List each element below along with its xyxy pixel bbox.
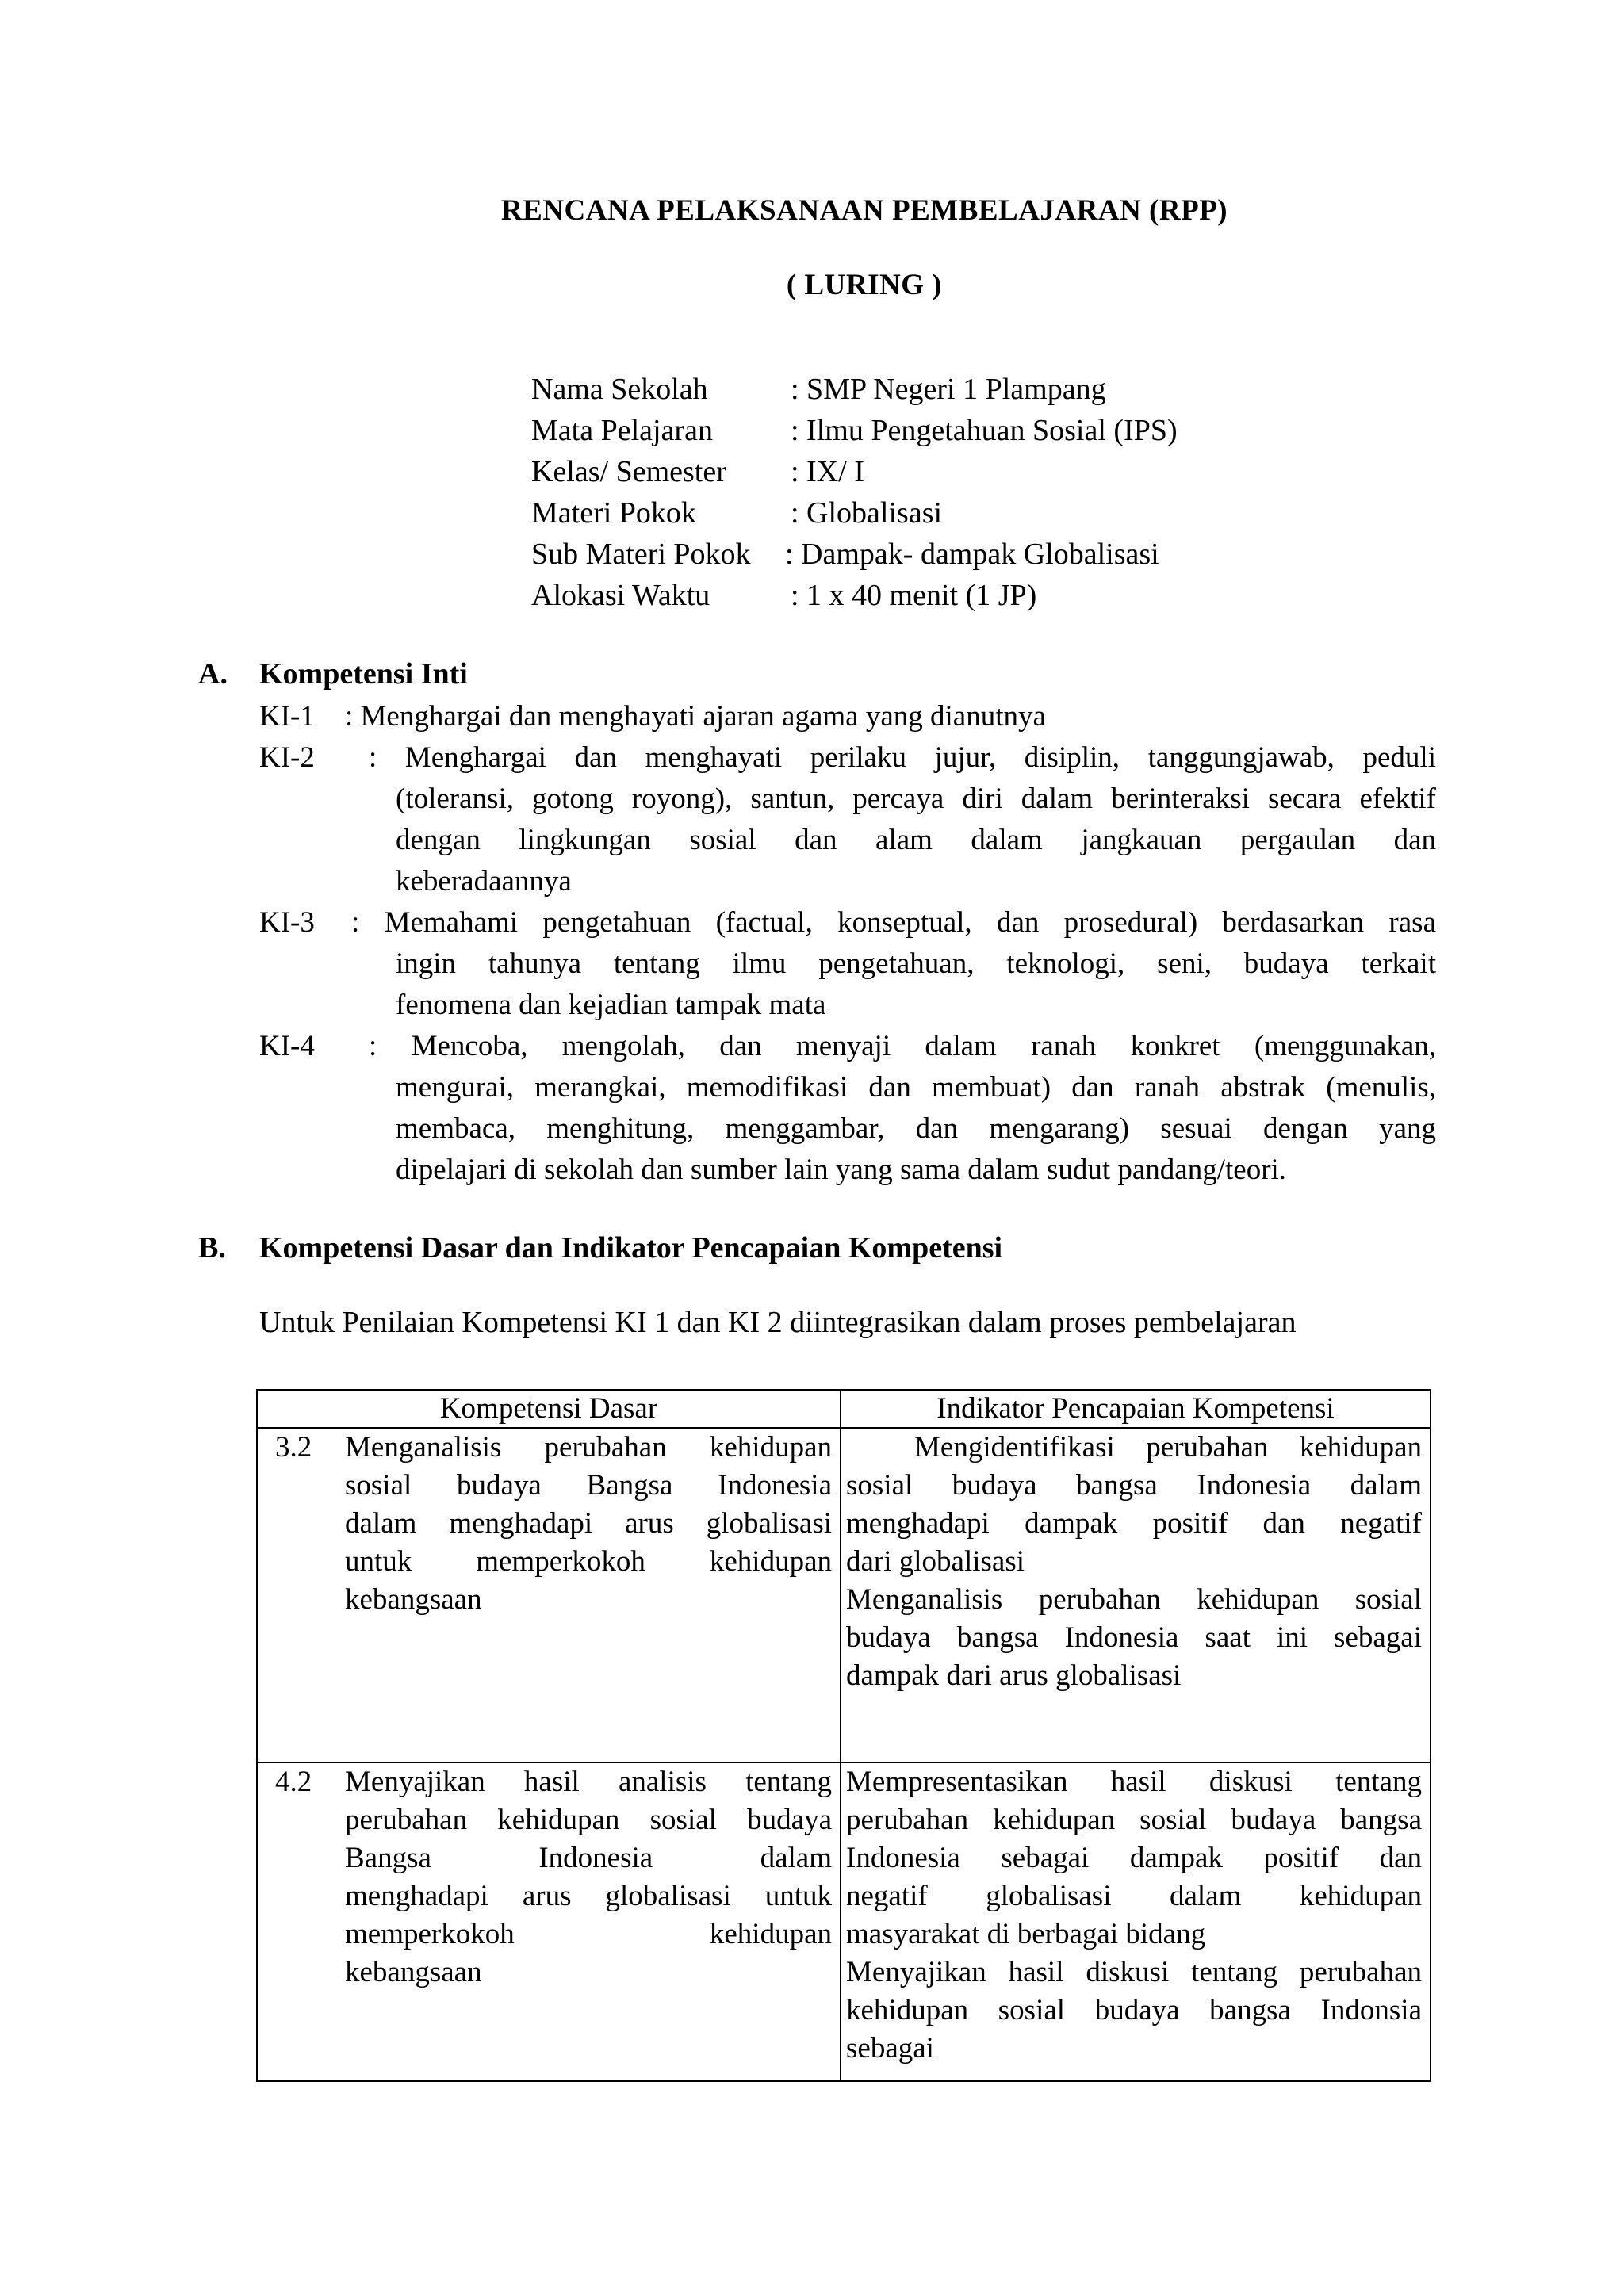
kd-line: perubahan kehidupan sosial budaya (345, 1804, 832, 1836)
identity-label: Kelas/ Semester (531, 455, 726, 488)
identity-row (531, 492, 1178, 534)
ipk-line: budaya bangsa Indonesia saat ini sebagai (846, 1621, 1422, 1654)
table-header: Indikator Pencapaian Kompetensi (841, 1390, 1431, 1428)
identity-value: : Ilmu Pengetahuan Sosial (IPS) (791, 414, 1178, 447)
ki-text: dengan lingkungan sosial dan alam dalam jangkauan pergaulan dan (396, 824, 1436, 856)
ki-code: KI-3 (259, 906, 315, 939)
ki-4 (259, 1026, 1436, 1191)
document-title: RENCANA PELAKSANAAN PEMBELAJARAN (RPP) (500, 194, 1228, 227)
ki-text: (toleransi, gotong royong), santun, percaya diri dalam berinteraksi secara efektif (396, 783, 1436, 815)
ipk-cell (841, 1428, 1431, 1762)
ipk-cell (841, 1762, 1431, 2081)
identity-label: Alokasi Waktu (531, 579, 710, 612)
section-title: Kompetensi Dasar dan Indikator Pencapaian Kompetensi (259, 1231, 1003, 1265)
identity-label: Nama Sekolah (531, 373, 708, 406)
ki-text: : Menghargai dan menghayati perilaku jujur, disiplin, tanggungjawab, peduli (369, 741, 1436, 774)
kd-line: kebangsaan (345, 1956, 482, 1988)
ipk-line: dari globalisasi (846, 1545, 1025, 1578)
identity-row (531, 410, 1178, 451)
ipk-line: sosial budaya bangsa Indonesia dalam (846, 1469, 1422, 1502)
ki-1 (259, 696, 1436, 737)
identity-label: Mata Pelajaran (531, 414, 713, 447)
competency-table (256, 1389, 1431, 2082)
table-row (257, 1762, 1431, 2081)
kd-line: kebangsaan (345, 1583, 482, 1616)
kd-line: menghadapi arus globalisasi untuk (345, 1880, 832, 1912)
ipk-line: masyarakat di berbagai bidang (846, 1918, 1206, 1950)
identity-row (531, 575, 1178, 616)
ipk-line: Mempresentasikan hasil diskusi tentang (846, 1766, 1422, 1798)
kd-line: dalam menghadapi arus globalisasi (345, 1507, 832, 1540)
ki-text: dipelajari di sekolah dan sumber lain yang sama dalam sudut pandang/teori. (396, 1154, 1287, 1186)
ki-text: : Memahami pengetahuan (factual, konseptual, dan prosedural) berdasarkan rasa (351, 906, 1436, 939)
identity-row (531, 534, 1178, 575)
kd-cell (257, 1762, 841, 2081)
ki-code: KI-2 (259, 741, 315, 774)
assessment-note: Untuk Penilaian Kompetensi KI 1 dan KI 2 diintegrasikan dalam proses pembelajaran (259, 1306, 1297, 1339)
section-letter: B. (198, 1231, 226, 1265)
table-header-row (257, 1390, 1431, 1428)
kd-cell (257, 1428, 841, 1762)
ipk-line: Menyajikan hasil diskusi tentang perubahan (846, 1956, 1422, 1988)
ki-text: fenomena dan kejadian tampak mata (396, 989, 826, 1021)
identity-value: : Dampak- dampak Globalisasi (785, 538, 1159, 571)
table-header: Kompetensi Dasar (257, 1390, 841, 1428)
ki-text: ingin tahunya tentang ilmu pengetahuan, teknologi, seni, budaya terkait (396, 947, 1436, 980)
kd-line: sosial budaya Bangsa Indonesia (345, 1469, 832, 1502)
table-row (257, 1428, 1431, 1762)
ki-code: KI-4 (259, 1030, 315, 1062)
ipk-line: kehidupan sosial budaya bangsa Indonsia (846, 1994, 1422, 2026)
ki-text: keberadaannya (396, 865, 572, 897)
ipk-line: perubahan kehidupan sosial budaya bangsa (846, 1804, 1422, 1836)
ki-3 (259, 902, 1436, 1026)
kd-line: memperkokoh kehidupan (345, 1918, 832, 1950)
ki-text: mengurai, merangkai, memodifikasi dan membuat) dan ranah abstrak (menulis, (396, 1071, 1436, 1104)
ki-2 (259, 737, 1436, 902)
ipk-line: negatif globalisasi dalam kehidupan (846, 1880, 1422, 1912)
ipk-line: Mengidentifikasi perubahan kehidupan (914, 1431, 1422, 1464)
ki-text: membaca, menghitung, menggambar, dan mengarang) sesuai dengan yang (396, 1112, 1436, 1145)
kd-number: 4.2 (275, 1766, 312, 1798)
kd-number: 3.2 (275, 1431, 312, 1464)
ipk-line: Menganalisis perubahan kehidupan sosial (846, 1583, 1422, 1616)
identity-value: : IX/ I (791, 455, 864, 488)
kd-line: Menyajikan hasil analisis tentang (345, 1766, 832, 1798)
section-letter: A. (198, 657, 228, 691)
ipk-line: menghadapi dampak positif dan negatif (846, 1507, 1422, 1540)
ki-text: : Mencoba, mengolah, dan menyaji dalam ranah konkret (menggunakan, (369, 1030, 1436, 1062)
ipk-line: dampak dari arus globalisasi (846, 1659, 1182, 1692)
kd-line: Menganalisis perubahan kehidupan (345, 1431, 832, 1464)
identity-row (531, 451, 1178, 492)
kd-line: untuk memperkokoh kehidupan (345, 1545, 832, 1578)
identity-label: Materi Pokok (531, 496, 696, 530)
ipk-line: Indonesia sebagai dampak positif dan (846, 1842, 1422, 1874)
document-subtitle: ( LURING ) (786, 269, 943, 301)
identity-label: Sub Materi Pokok (531, 538, 751, 571)
ki-code: KI-1 (259, 700, 315, 733)
identity-value: : Globalisasi (791, 496, 943, 530)
identity-block (531, 369, 1178, 616)
identity-value: : SMP Negeri 1 Plampang (791, 373, 1106, 406)
ki-text: : Menghargai dan menghayati ajaran agama yang dianutnya (345, 700, 1046, 733)
kd-line: Bangsa Indonesia dalam (345, 1842, 832, 1874)
identity-row (531, 369, 1178, 410)
identity-value: : 1 x 40 menit (1 JP) (791, 579, 1037, 612)
ipk-line: sebagai (846, 2032, 934, 2064)
section-title: Kompetensi Inti (259, 657, 468, 691)
